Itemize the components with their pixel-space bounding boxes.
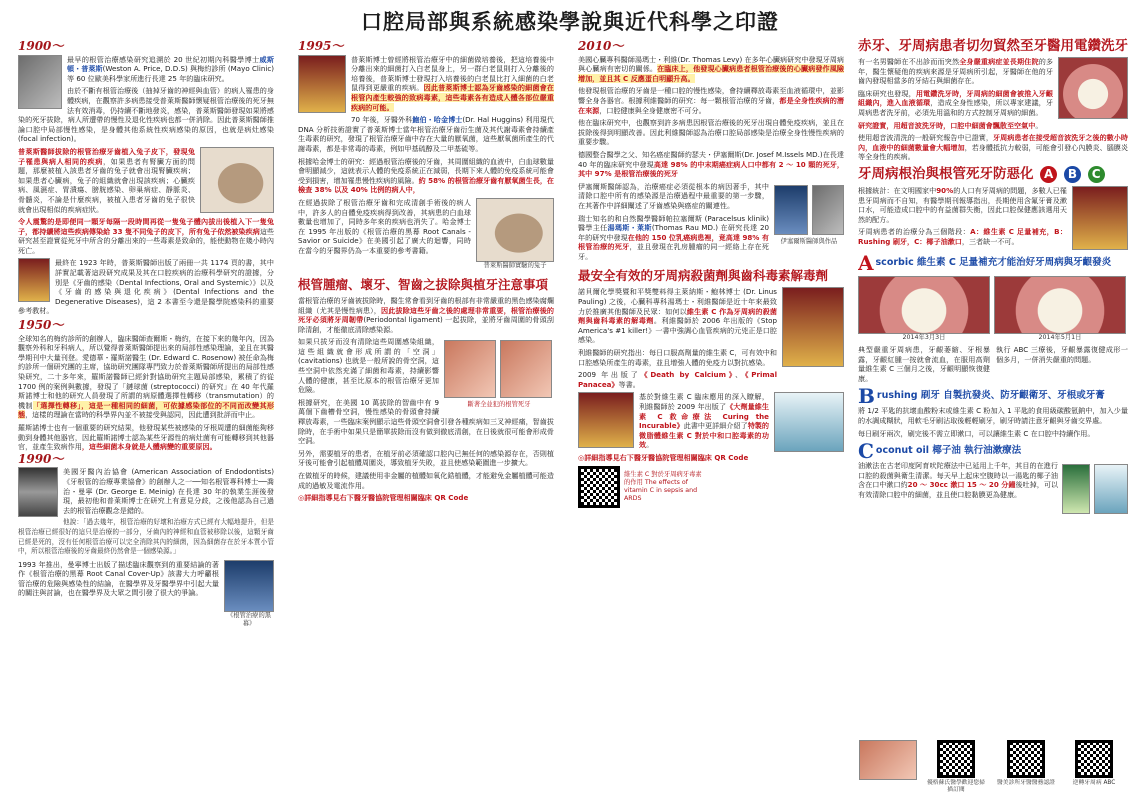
paragraph: 普萊斯醫師拔除的根管治療牙齒植入兔子皮下，發現兔子罹患與病人相同的疾病，如果患者有腎臟方面的問題，那麼被植入該患者牙齒的兔子就會出現腎臟疾病；如果患者心臟病，兔子的組織就會出現該疾病；心臟疾病、風濕症、胃潰瘍、膀胱感染、卵巢病症、靜脈炎、骨髓炎，不論是什麼疾病，被植入患者牙齒的兔子很快就會出現相似的疾病症狀。 — [18, 146, 195, 214]
extracted-tooth-photo — [444, 340, 496, 398]
paragraph: 德國整合醫學之父、知名癌症醫師約瑟夫・伊塞爾斯(Dr. Josef M.Issels MD.)在長達 40 年的臨床研究中發現高達 98% 的中末期癌症病人口中都有 2 ～ 10 顆的死牙，其中 97% 是根管治療後的死牙 — [578, 149, 844, 179]
badge-c: C — [1088, 166, 1105, 183]
paragraph: 另外，需要植牙的患者，在植牙前必須確認口腔內已無任何的感染源存在，否則植牙後可能會引起植體周圍炎，導致植牙失敗，並且使感染範圍進一步擴大。 — [298, 448, 554, 468]
doctor-photo — [859, 740, 917, 780]
date-caption: 2014年5月1日 — [1038, 333, 1082, 341]
price-portrait-photo — [18, 55, 62, 109]
book-figure — [224, 560, 274, 628]
qr-item[interactable]: 醫美診所牙醫醫務認證 — [996, 740, 1056, 787]
paragraph: 每日刷牙兩次，刷完後不需立即漱口，可以讓維生素 C 在口腔中持續作用。 — [858, 428, 1095, 438]
section-title-abc: 牙周病根治與根管死牙防惡化 A B C — [858, 166, 1128, 183]
paragraph: 當根管治療的牙齒被拔除時，醫生常會看到牙齒的根部有非常嚴重的黑色感染腐爛組織（尤其是慢性病患），因此拔除這些牙齒之後的處理非常重要，根管治療後的死牙必須將牙周韌帶(Periodontal ligament) 一起拔除，並將牙齒周圍的骨頭刮除清創，才能徹底清除感染源。 — [298, 295, 554, 334]
xray-photo — [18, 467, 58, 517]
paragraph: 美國牙醫內治協會 (American Association of Endodontists) 《牙根管的治療專業協會》的創辦人之一──知名根管專科博士──喬治・曼寧 (Dr. George E. Meinig) 在長達 30 年的執業生涯後發現，最初他和普萊斯博士在研究上有意見分歧，之後他認為自己過去的根管治療觀念是錯的。 — [63, 467, 274, 515]
book-caption: 《根管治療的黑幕》 — [226, 611, 272, 627]
paragraph: 諾貝爾化學獎暨和平獎雙料得主萊納斯・鮑林博士 (Dr. Linus Pauling) 之後，心臟科專科湯瑪士・利維醫師是近十年來最致力於推廣其他醫師及民眾：如何以維生素 C 作為牙周病的殺菌劑與齒科毒素的解毒劑。利維醫師於 2006 年出版的《Stop America's #1 killer!》一書中強調心血管疾病的元兇正是口腔感染。 — [578, 287, 777, 345]
qr-item[interactable]: 逆轉牙周病 ABC — [1064, 740, 1124, 787]
paragraph: 基於對維生素 C 臨床應用的深入瞭解，利維醫師於 2009 年出版了《大劑量維生素 C 救命療法 Curing the Incurable》此書中更詳細介紹了特製的微脂體維生素 C 對於中和口腔毒素的功效。 — [639, 392, 770, 450]
teeth-photo — [1058, 57, 1128, 119]
subtitle-a: scorbic 維生素 C 足量補充才能治好牙周病與牙齦發炎 — [875, 256, 1112, 268]
era-heading-1990: 1990～ — [18, 451, 64, 466]
footer-qr-strip — [858, 740, 1128, 800]
tooth-figure — [444, 337, 554, 409]
paragraph: 利維醫師的研究指出：每日口服高劑量的維生素 C，可有效中和口腔感染所產生的毒素，並且增強人體的免疫力以對抗感染。 — [578, 348, 777, 367]
section-b — [858, 386, 1128, 438]
paragraph: 在經過拔除了根管治療牙齒和完成清創手術後的病人中，許多人的自體免疫疾病得到改善，其病患的白血球數量也增加了，同時多年來的疾病也消失了。哈金博士在 1995 年出版的《根管治療的黑幕 Root Canals - Savior or Suicide》在美國引起了廣大的迴響，同時在當今的牙醫界仍為一本重要的參考書籍。 — [298, 197, 471, 255]
section-title-extraction: 根管腫瘤、壞牙、智齒之拔除與植牙注意事項 — [298, 276, 549, 292]
paragraph: 根據統計：在文明國家中90%的人口有牙周病的問題，多數人已罹患牙周病而不自知，有醫學期刊報導指出，長期使用含氟牙膏及漱口水，可能造成口腔中的有益菌群失衡，因此口腔保健應該選用天然的配方。 — [858, 185, 1068, 224]
letter-a: A — [858, 250, 874, 275]
section-a — [858, 250, 1128, 386]
badge-a: A — [1040, 166, 1057, 183]
column-3 — [578, 40, 844, 800]
paragraph: 將 1/2 平匙的抗壞血酸粉末或維生素 C 粉加入 1 平匙的食用級碳酸氫鈉中，加入少量的水調成糊狀，用軟毛牙刷沾取後輕輕刷牙，刷牙時請注意牙齦與牙齒交界處。 — [858, 406, 1128, 425]
era-heading-1995: 1995～ — [298, 40, 344, 53]
paragraph: 執行 ABC 三療後，牙齦暴露復健成形一個多月，一併消失嚴重的問題。 — [996, 344, 1128, 364]
before-figure — [858, 276, 990, 342]
book-cover-photo — [18, 258, 50, 302]
section-title-scaling: 赤牙、牙周病患者切勿貿然至牙醫用電鑽洗牙 — [858, 38, 1128, 54]
subtitle-b: rushing 刷牙 自製抗發炎、防牙齦衛牙、牙根或牙膏 — [876, 390, 1105, 402]
qr-code[interactable] — [937, 740, 975, 778]
paragraph: 由於不斷有根管治療後（抽掉牙齒的神經與血管）的病人罹患的身體疾病，在觀察許多病患接受普萊斯醫師懷疑根管治療後的死牙無法有效消毒，仍持續不斷地發炎，感染，普萊斯醫師發現如果將感染的死牙拔除，病人所遭帶的慢性及退化性疾病也都一併消除。因此普萊斯醫師推論口腔中局部慢性感染，是身體其他系統性疾病感染的原因，也就是病灶感染 (focal infection)。 — [18, 86, 274, 144]
paragraph: 70 年後，牙醫外科鮑伯・哈金博士(Dr. Hal Huggins) 利用現代 DNA 分析技術證實了普萊斯博士當年根管治療牙齒衍生菌及其代謝毒素會持續產生毒素的研究，發現了根管治療牙齒中存在大量的厭氧菌，這些厭氧菌所產生的代謝毒素，都是非常毒的毒素，例如甲基硫醇及二甲基硫等。 — [298, 115, 554, 153]
paragraph: 令人震驚的是即便同一顆牙每隔一段時間再從一隻兔子體內拔出後植入下一隻兔子，都持續將這些疾病傳染給 33 隻不同兔子的皮下，所有兔子依然被染疾病這些研究甚至證實從死牙中所含的分離出來的一些毒素是致命的，能使動物在幾小時內死亡。 — [18, 217, 274, 255]
issels-figure — [774, 182, 844, 246]
paragraph: 全球知名的梅約診所的創辦人，臨床醫師查爾斯・梅約，在接下來的幾年內，因為觀察外科和牙科病人，所以覺得普萊斯醫師提出來的局部性感染理論，並且在其醫學期刊中大量刊登。愛德華・羅斯諾醫生 (Dr. Edward C. Rosenow) 被任命為梅約診所一個研究團的主席，協助研究團隊專門致力於普萊斯醫師所提出的局部性感染研究，二十多年來，羅斯諾醫師已經針對協助研究主題局部感染，累積了約從 1700 例的案例與數據，發現了「鏈球菌 (streptococci) 的研究」在 40 年代羅斯諾博士和他的研究人員發現了所謂的病原體選擇性轉移（transmutation）的機制「選擇性轉移」，這是一種相同的細菌，可依據感染部位的不同而改變其形態，這樣的理論在當時的科學界內並不被接受與認同，因此遭到批評而中止。 — [18, 333, 274, 420]
huggins-book-photo — [298, 55, 346, 113]
badge-b: B — [1064, 166, 1081, 183]
root-canal-book-photo — [224, 560, 274, 612]
paragraph: 臨床研究也發現，用電鑽洗牙時，牙周病的細菌會被推入牙齦組織內，進入血液循環，造成全身性感染，所以專家建議，牙周病患者洗牙前，必須先用溫和的方式控制牙周病的細菌。 — [858, 88, 1054, 117]
era-heading-1900: 1900～ — [18, 40, 64, 53]
qr-code[interactable] — [1007, 740, 1045, 778]
letter-c: C — [858, 439, 874, 464]
vc-bottle-figure — [774, 392, 844, 452]
section-title-vitamin-c: 最安全有效的牙周病殺菌劑與齒科毒素解毒劑 — [578, 268, 829, 284]
quote-paragraph: 他說：「過去幾年，根管治療的好壞和治療方式已經有大幅地提升，但是根管治療已經很好的這只是治療的一部分，牙齒內的神經和血管被移除以後，這顆牙齒已經是死的，沒有任何根管治療可以完全消除其內的細菌，因為細菌存在於牙本質小管中，所以根管治療後的牙齒最終仍然會是一個感染源。」 — [18, 518, 274, 556]
paragraph: 研究證實，用超音波洗牙時，口腔中細菌會飄散至空氣中。 — [858, 120, 1043, 130]
column-4 — [858, 34, 1128, 800]
paragraph: 最早的根管治療感染研究追溯於 20 世紀初期內科醫學博士威斯頓・普萊斯(Weston A. Price, D.D.S) 與梅約診所 (Mayo Clinic) 等 60 位歐美科學家所進行長達 25 年的臨床研究。 — [67, 54, 274, 83]
coconut-oil-bottle-photo — [1062, 464, 1090, 514]
paragraph: 2009 年出版了《Death by Calcium》、《Primal Panacea》等書。 — [578, 370, 778, 389]
paragraph: 1993 年推出，曼寧博士出版了描述臨床觀察到的重要結論的著作《根管治療的黑幕 Root Canal Cover-Up》該書大力呼籲根管治療的危險與感染性的結論，在醫學界及牙醫學界中引起大量的關注與討論，也在醫學界及大眾之間引發了很大的爭論。 — [18, 559, 219, 598]
paragraph: 最終在 1923 年時，普萊斯醫師出版了兩冊一共 1174 頁的書，其中詳實記載著這段研究成果及其在口腔疾病的治療科學研究的證據，分別是《牙齒的感染（Dental Infections, Oral and Systemic）》以及《牙齒的感染與退化疾病》(Dental Infections and the Degenerative Diseases)，這 2 本書至今還是醫學院感染科的重要參考教材。 — [18, 258, 274, 316]
qr-code[interactable] — [578, 466, 620, 508]
rabbit-photo — [200, 147, 274, 213]
paragraph: 使用超音波清洗的一般研究報告中已證實，牙周病患者在接受超音波洗牙之後的數小時內，血液中的細菌數量會大幅增加，若身體抵抗力較弱，可能會引發心內膜炎、腦膜炎等全身性的疾病。 — [858, 133, 1128, 162]
curing-book-photo — [578, 392, 634, 448]
after-teeth-photo — [994, 276, 1126, 334]
paragraph: 根據研究，在美國 10 萬拔除的智齒中有 9 萬個下齒槽骨空洞，慢性感染的骨頭會持續釋放毒素，一些臨床案例顯示這些骨頭空洞會引發各種疾病如三叉神經痛，智齒拔除時，在手術中如果只是簡單拔除而沒有做到徹底清創，在日後就很可能會形成骨空洞。 — [298, 397, 554, 446]
rabbit-photo — [476, 198, 554, 262]
page-title: 口腔局部與系統感染學說與近代科學之印證 — [361, 9, 779, 34]
paragraph: 瑞士知名的和自然醫學醫師帕拉塞爾斯 (Paracelsus klinik) 醫學主任湯瑪斯・萊斯(Thomas Rau MD.) 在研究長達 20 年的研究中發現在他的 150 位乳癌病患裡，竟高達 98% 有根管治療的死牙，並且發現在乳房腫瘤的同一經絡上存在死牙。 — [578, 213, 770, 261]
toothpaste-photo — [1072, 186, 1128, 250]
vc-qr-block — [578, 466, 844, 508]
before-teeth-photo — [858, 276, 990, 334]
coconut-oil-jar-photo — [1094, 464, 1128, 514]
era-heading-1950: 1950～ — [18, 318, 64, 333]
vc-qr-caption: 維生素 C 對於牙周病牙毒素的作用 The effects of vitamin C in sepsis and ARDS — [624, 470, 702, 502]
after-figure — [994, 276, 1126, 342]
qr-item — [858, 740, 918, 782]
qr-link-note[interactable]: ◎詳細指導見右下醫牙醫協院管理相關臨床 QR Code — [298, 493, 469, 503]
section-c — [858, 441, 1128, 499]
vc-book-figure — [578, 392, 634, 448]
column-1 — [18, 40, 274, 800]
paragraph: 羅斯諾博士也有一個重要的研究結果，他發現某些被感染的牙根周遭的細菌能夠移動到身體其他器官，因此羅斯諾博士認為某些牙源性的病灶菌有可能轉移到其他器官，並產生致病作用，這些細菌本身就是人體病變的重要原因。 — [18, 422, 274, 452]
vitamin-c-bottle-photo — [774, 392, 844, 452]
issels-caption: 伊塞爾斯醫師與作品 — [780, 237, 838, 245]
date-caption: 2014年3月3日 — [902, 333, 946, 341]
letter-b: B — [858, 384, 875, 409]
qr-link-note[interactable]: ◎詳細指導見右下醫牙醫協院管理相關臨床 QR Code — [578, 452, 749, 462]
paragraph: 油漱法在古老印度阿育吠陀療法中已延用上千年，其目的在進行口腔的殺菌與衛生清潔。每天早上起床空腹時以一湯匙的椰子油含在口中漱口約20 ～ 30cc 漱口 15 ～ 20 分鐘後吐掉，可以有效清除口腔中的細菌，並且使口腔黏膜更為健康。 — [858, 461, 1059, 499]
issels-book-photo — [774, 185, 808, 235]
paragraph: 有一名男醫師在不出診而而突然全身嚴重病症並長期住院的多年，醫生懷疑他的疾病來源是牙周病所引起，牙醫師在他的牙齒內發現相當多的牙結石與細菌存在。 — [858, 57, 1054, 86]
issels-portrait-photo — [812, 185, 844, 235]
paragraph: 他發現根管治療的牙齒是一種口腔的慢性感染，會持續釋放毒素至血液循環中，並影響全身各器官。根據利維醫師的研究：每一顆根管治療的牙齒，都是全身性疾病的潛在來源，口腔健康與全身健康密不可分。 — [578, 86, 844, 115]
paragraph: 牙周病患者的治療分為三個階段：A：維生素 C 足量補充，B：Rushing 刷牙，C：椰子油漱口，三者缺一不可。 — [858, 227, 1067, 246]
paragraph: 伊塞爾斯醫師認為，治療癌症必須從根本的病因著手，其中清除口腔中所有的感染源是治療過程中最重要的第一步驟，在其著作中詳細闡述了牙齒感染與癌症的關連性。 — [578, 181, 769, 210]
paragraph: 典型嚴重牙周病患，牙齦萎縮、牙根暴露，牙齦紅腫一按就會流血，在服用高劑量維生素 C 三個月之後，牙齦明顯恢復健康。 — [858, 344, 990, 383]
bunny-caption: 普萊斯醫師實驗的兔子 — [483, 261, 547, 269]
paragraph: 在做植牙的時候，建議使用非金屬的植體如氧化鋯植體，才能避免金屬植體可能造成的過敏及電流作用。 — [298, 471, 554, 490]
paragraph: 他在臨床研究中，也觀察到許多病患因根管治療後的死牙出現自體免疫疾病，並且在拔除後得到明顯改善。因此利維醫師認為治療口腔局部感染是治療全身性慢性疾病的重要步驟。 — [578, 118, 844, 147]
subtitle-c: oconut oil 椰子油 執行油漱療法 — [875, 445, 1022, 457]
paragraph: 普萊斯博士曾經將根管治療牙中的細菌做培養後，把這培養後中分離出來的細菌打入白老鼠身上，另一群白老鼠則打入分離後的培養後，普萊斯博士發現打入培養後的白老鼠比打入細菌的白老鼠得到更嚴重的疾病。因此普萊斯博士認為牙齒感染的細菌會在根管內產生較強的致病毒素，這些毒素各有造成人體各部位嚴重疾病的可能。 — [351, 54, 554, 112]
qr-item[interactable]: 優格蘇氏醫學歡迎您掃描訂閱 — [926, 740, 986, 794]
vitamin-c-book-photo — [782, 287, 844, 367]
era-heading-2010: 2010～ — [578, 40, 624, 53]
tooth-caption: 斷著全並犯的根管死牙 — [467, 401, 531, 409]
column-2 — [298, 40, 554, 800]
paragraph: 美國心臟專科醫師湯瑪士・利維(Dr. Thomas Levy) 在多年心臟病研究中發現牙周病與心臟病有密切的關係。在臨床上，他發現心臟病患者根管治療後的心臟病發作風險增加，並且其 C 反應蛋白明顯升高。 — [578, 54, 844, 83]
qr-code[interactable] — [1075, 740, 1113, 778]
paragraph: 如果只拔牙而沒有清除這些周圍感染組織，這些組織就會形成所謂的「空洞」(cavitations) 也就是一般所說的骨空洞，這些空洞中依然充滿了細菌和毒素，持續影響人體的健康，甚至比原本的根管治療牙更加危險。 — [298, 337, 439, 395]
paragraph: 根據哈金博士的研究：經過根管治療後的牙齒，其周圍組織的血液中，白血球數量會明顯減少，這就表示人體的免疫系統正在減弱，長期下來人體的免疫系統可能會受到損害，增加罹患慢性疾病的風險。約 58% 的根管治療牙齒有厭氧菌生長，在檢查 38% 以及 40% 比例的病人中， — [298, 156, 554, 195]
extracted-tooth-photo — [500, 340, 552, 398]
bunny-figure — [476, 198, 554, 270]
